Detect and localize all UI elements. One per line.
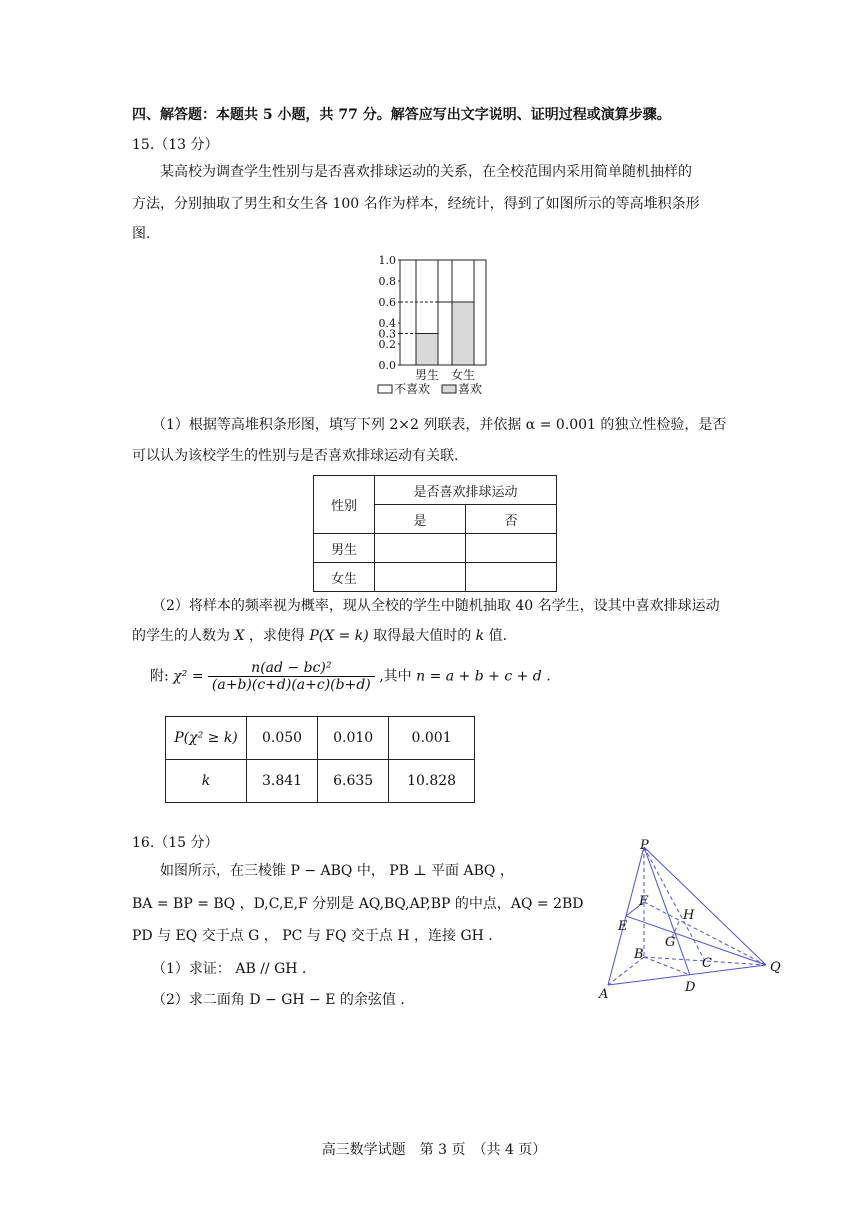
legend-swatch-like xyxy=(442,385,456,393)
q16-part1: （1）求证： AB // GH . xyxy=(152,961,307,977)
part2-k: k xyxy=(475,628,485,644)
legend-label-like: 喜欢 xyxy=(458,382,483,396)
k-value: 3.841 xyxy=(247,760,318,803)
y-tick-label: 0.3 xyxy=(378,327,396,341)
label-Q: Q xyxy=(770,960,781,975)
critical-value-table xyxy=(165,716,475,803)
col-yes: 是 xyxy=(375,505,466,534)
label-B: B xyxy=(634,947,644,962)
y-tick-label: 0.8 xyxy=(378,275,396,288)
y-tick-label: 0.2 xyxy=(378,338,396,351)
q16-line1: 如图所示，在三棱锥 P − ABQ 中， PB ⊥ 平面 ABQ ， xyxy=(160,863,514,879)
label-E: E xyxy=(618,919,628,934)
cell-female-yes xyxy=(375,563,466,592)
label-G: G xyxy=(665,935,676,950)
q15-part2-line1: （2）将样本的频率视为概率，现从全校的学生中随机抽取 40 名学生，设其中喜欢排球运动 xyxy=(152,598,720,614)
chi-where: ,其中 xyxy=(379,668,412,685)
part2-prob: P(X = k) xyxy=(309,628,369,644)
q15-intro-line1: 某高校为调查学生性别与是否喜欢排球运动的关系，在全校范围内采用简单随机抽样的 xyxy=(160,164,692,180)
q15-part1-line2: 可以认为该校学生的性别与是否喜欢排球运动有关联. xyxy=(132,448,459,464)
label-F: F xyxy=(639,894,649,909)
p-label: P(χ² ≥ k) xyxy=(166,717,247,760)
q16-number: 16.（15 分） xyxy=(132,835,219,851)
part2-end: 值. xyxy=(488,628,508,644)
legend-label-not-like: 不喜欢 xyxy=(394,382,431,396)
label-H: H xyxy=(683,908,695,923)
label-C: C xyxy=(702,956,712,971)
appendix-label: 附: xyxy=(150,668,169,685)
chi-denominator: (a+b)(c+d)(a+c)(b+d) xyxy=(211,677,371,693)
q16-line2: BA = BP = BQ ，D,C,E,F 分别是 AQ,BQ,AP,BP 的中点，AQ = 2BD xyxy=(132,896,584,912)
chi-lhs: χ² = xyxy=(173,668,204,685)
chi-fraction xyxy=(208,660,375,693)
y-tick-label: 0.6 xyxy=(378,296,396,309)
section-header: 四、解答题：本题共 5 小题，共 77 分。解答应写出文字说明、证明过程或演算步骤。 xyxy=(132,107,671,123)
label-D: D xyxy=(685,980,696,995)
header-gender: 性别 xyxy=(314,476,375,534)
legend-swatch-not-like xyxy=(378,385,392,393)
edge-PQ xyxy=(644,847,766,965)
cell-female-no xyxy=(465,563,556,592)
x-category-label: 男生 xyxy=(414,368,440,382)
part2-var: X xyxy=(234,628,245,644)
k-value: 6.635 xyxy=(318,760,389,803)
q16-line3: PD 与 EQ 交于点 G ， PC 与 FQ 交于点 H ，连接 GH . xyxy=(132,928,493,944)
part2-mid: ，求使得 xyxy=(248,628,305,644)
q15-part1-line1: （1）根据等高堆积条形图，填写下列 2×2 列联表，并依据 α = 0.001 的独立性检验，是否 xyxy=(152,417,727,433)
chi-n: n = a + b + c + d . xyxy=(416,668,551,685)
tetrahedron-figure xyxy=(596,835,796,1005)
part2-pre: 的学生的人数为 xyxy=(132,628,230,644)
p-value: 0.050 xyxy=(247,717,318,760)
k-value: 10.828 xyxy=(389,760,475,803)
q15-intro-line3: 图. xyxy=(132,226,151,242)
page-footer: 高三数学试题 第 3 页 （共 4 页） xyxy=(321,1142,547,1158)
row-male: 男生 xyxy=(314,534,375,563)
q16-part2: （2）求二面角 D − GH − E 的余弦值 . xyxy=(152,992,405,1008)
chi-formula xyxy=(150,660,551,693)
q15-number: 15.（13 分） xyxy=(132,137,219,153)
cell-male-no xyxy=(465,534,556,563)
bar-like xyxy=(416,334,438,366)
chi-numerator: n(ad − bc)² xyxy=(208,660,375,677)
bar-like xyxy=(452,302,474,365)
x-category-label: 女生 xyxy=(450,368,476,382)
label-P: P xyxy=(640,838,649,853)
col-no: 否 xyxy=(465,505,556,534)
stacked-bar-chart xyxy=(360,252,500,402)
k-label: k xyxy=(166,760,247,803)
contingency-table xyxy=(313,475,557,592)
y-tick-label: 1.0 xyxy=(378,254,396,267)
q15-intro-line2: 方法，分别抽取了男生和女生各 100 名作为样本，经统计，得到了如图所示的等高堆积条形 xyxy=(132,196,700,212)
row-female: 女生 xyxy=(314,563,375,592)
label-A: A xyxy=(599,987,609,1002)
y-tick-label: 0.4 xyxy=(378,317,396,330)
part2-post: 取得最大值时的 xyxy=(373,628,472,644)
segment-BD xyxy=(644,957,690,975)
header-like: 是否喜欢排球运动 xyxy=(375,476,557,505)
y-tick-label: 0.0 xyxy=(378,359,396,372)
p-value: 0.010 xyxy=(318,717,389,760)
p-value: 0.001 xyxy=(389,717,475,760)
cell-male-yes xyxy=(375,534,466,563)
q15-part2-line2 xyxy=(132,622,507,650)
